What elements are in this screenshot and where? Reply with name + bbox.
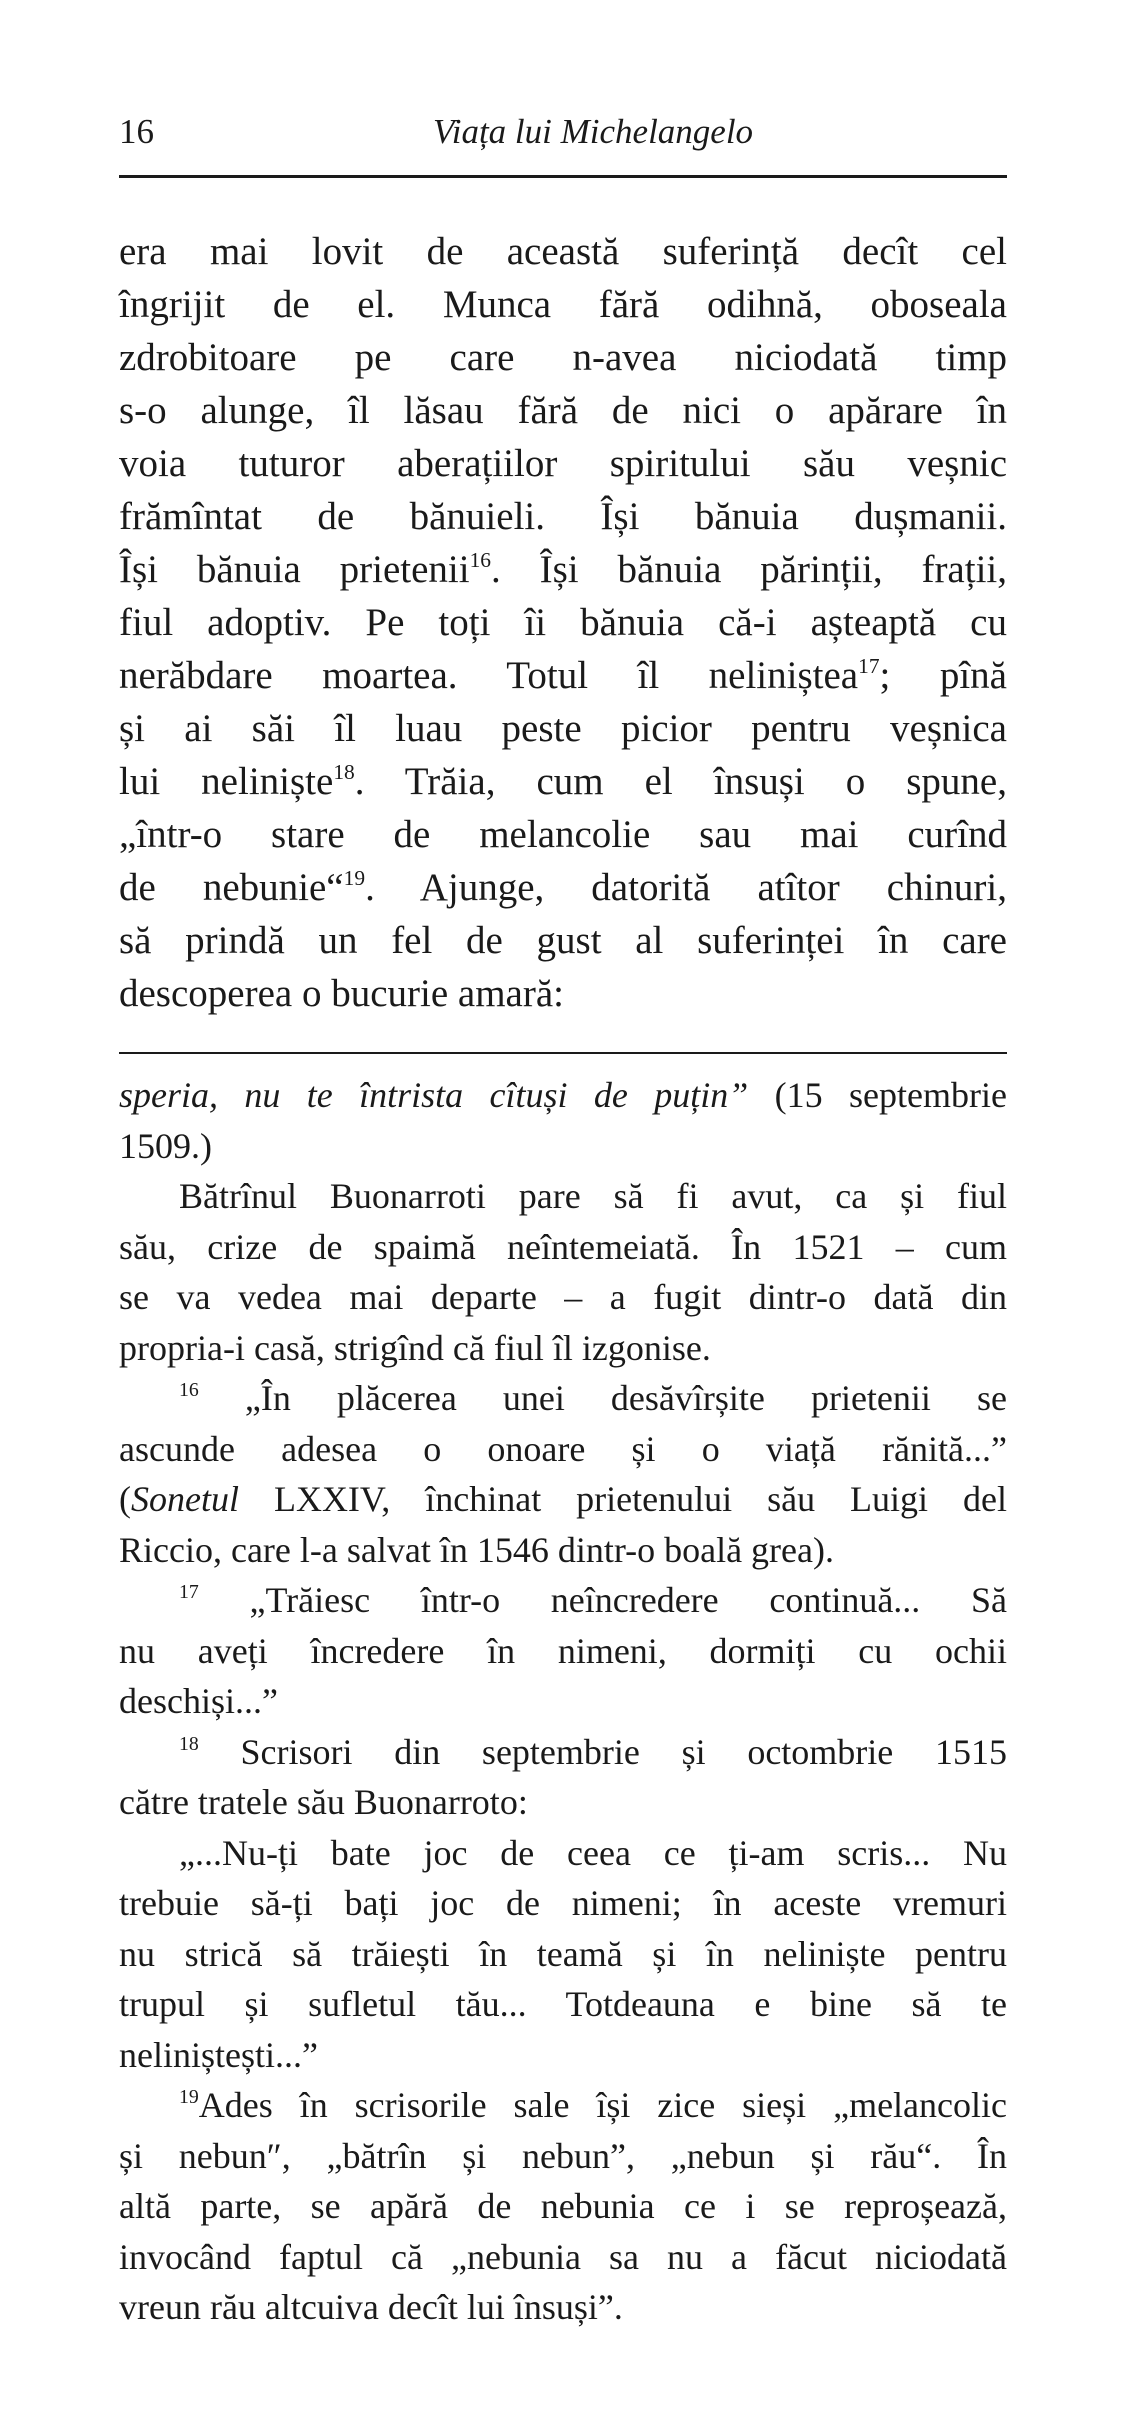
footnote-ref: 17 (858, 654, 880, 678)
footnote-line (119, 1777, 1007, 1828)
text-run: fiul adoptiv. Pe toți îi bănuia că-i așteaptă cu (119, 601, 1007, 644)
body-line (119, 490, 1007, 543)
text-run: speria, nu te întrista cîtuși de puțin” (119, 1075, 749, 1115)
text-run: Scrisori din septembrie și octombrie 1515 (198, 1731, 1007, 1772)
text-run: trupul și sufletul tău... Totdeauna e bine să te (119, 1984, 1007, 2024)
text-run: . Trăia, cum el însuși o spune, (354, 760, 1007, 803)
text-run: s-o alunge, îl lăsau fără de nici o apărare în (119, 389, 1007, 432)
text-run: neliniștești...” (119, 2034, 318, 2075)
text-run: nu strică să trăiești în teamă și în neliniște pentru (119, 1933, 1007, 1974)
footnote-line (119, 1979, 1007, 2030)
footnote-line (119, 2131, 1007, 2182)
footnote-ref: 18 (179, 1732, 199, 1755)
footnotes (119, 1070, 1007, 2333)
body-line (119, 755, 1007, 808)
body-line (119, 861, 1007, 914)
footnote-line (119, 1676, 1007, 1727)
footnote-ref: 16 (469, 548, 492, 572)
text-run: . Își bănuia părinții, frații, (491, 548, 1007, 591)
text-run: Ades în scrisorile sale își zice sieși „melancolic (198, 2085, 1007, 2125)
text-run: de nebunie“ (119, 866, 344, 909)
footnote-ref: 19 (343, 866, 366, 890)
footnote-rule (119, 1052, 1007, 1054)
text-run: ( (119, 1479, 131, 1519)
footnote-line (119, 1878, 1007, 1929)
body-line (119, 225, 1007, 278)
text-run: era mai lovit de această suferință decît cel (119, 230, 1007, 273)
text-run: și nebun″, „bătrîn și nebun”, „nebun și rău“. În (119, 2135, 1007, 2176)
body-line (119, 596, 1007, 649)
footnote-line (119, 1575, 1007, 1626)
footnote-line (119, 2181, 1007, 2232)
footnote-line (119, 2080, 1007, 2131)
running-title: Viața lui Michelangelo (432, 112, 754, 151)
footnote-line (119, 1474, 1007, 1525)
footnote-line (119, 1828, 1007, 1879)
body-line (119, 331, 1007, 384)
footnote-line (119, 1525, 1007, 1576)
footnote-line (119, 1222, 1007, 1273)
text-run: îngrijit de el. Munca fără odihnă, oboseala (119, 283, 1007, 326)
text-run: ; pînă (879, 654, 1007, 697)
text-run: . Ajunge, datorită atîtor chinuri, (365, 866, 1008, 909)
body-line (119, 808, 1007, 861)
text-run: Sonetul (131, 1479, 239, 1519)
body-line (119, 384, 1007, 437)
text-run: „În plăcerea unei desăvîrșite prietenii se (198, 1378, 1007, 1418)
text-run: lui neliniște (119, 760, 334, 803)
header-rule (119, 175, 1007, 178)
body-line (119, 437, 1007, 490)
page-number: 16 (119, 112, 154, 151)
body-line (119, 702, 1007, 755)
text-run: să prindă un fel de gust al suferinței în care (119, 919, 1007, 962)
text-run: 1509.) (119, 1125, 212, 1166)
footnote-line (119, 1323, 1007, 1374)
text-run: zdrobitoare pe care n-avea niciodată timp (119, 336, 1007, 379)
footnote-line (119, 1424, 1007, 1475)
text-run: său, crize de spaimă neîntemeiată. În 1521 – cum (119, 1226, 1007, 1267)
body-line (119, 649, 1007, 702)
main-text (119, 225, 1007, 1020)
footnote-line (119, 1727, 1007, 1778)
body-line (119, 278, 1007, 331)
text-run: „Trăiesc într-o neîncredere continuă... Să (198, 1580, 1007, 1620)
footnote-ref: 19 (179, 2086, 199, 2109)
footnote-line (119, 1272, 1007, 1323)
text-run: ascunde adesea o onoare și o viață rănită...” (119, 1428, 1007, 1469)
footnote-line (119, 2030, 1007, 2081)
text-run: „...Nu-ți bate joc de ceea ce ți-am scris... Nu (179, 1832, 1007, 1873)
footnote-ref: 18 (333, 760, 355, 784)
footnote-line (119, 1626, 1007, 1677)
body-line (119, 543, 1007, 596)
footnote-line (119, 1171, 1007, 1222)
text-run: descoperea o bucurie amară: (119, 972, 564, 1015)
text-run: LXXIV, închinat prietenului său Luigi del (238, 1479, 1007, 1519)
text-run: voia tuturor aberațiilor spiritului său veșnic (119, 442, 1007, 485)
footnote-line (119, 1373, 1007, 1424)
footnote-line (119, 2232, 1007, 2283)
text-run: Bătrînul Buonarroti pare să fi avut, ca și fiul (179, 1176, 1007, 1216)
text-run: nerăbdare moartea. Totul îl neliniștea (119, 654, 859, 697)
footnote-line (119, 1121, 1007, 1172)
text-run: „într-o stare de melancolie sau mai curînd (119, 813, 1007, 856)
body-line (119, 914, 1007, 967)
text-run: (15 septembrie (748, 1075, 1007, 1115)
text-run: invocând faptul că „nebunia sa nu a făcut niciodată (119, 2236, 1007, 2277)
footnote-line (119, 2282, 1007, 2333)
footnote-line (119, 1070, 1007, 1121)
text-run: vreun rău altcuiva decît lui însuși”. (119, 2287, 623, 2327)
text-run: Își bănuia prietenii (119, 548, 470, 591)
text-run: trebuie să-ți bați joc de nimeni; în aceste vremuri (119, 1883, 1007, 1923)
text-run: și ai săi îl luau peste picior pentru veșnica (119, 707, 1007, 750)
text-run: propria-i casă, strigînd că fiul îl izgonise. (119, 1327, 711, 1368)
text-run: nu aveți încredere în nimeni, dormiți cu ochii (119, 1630, 1007, 1671)
footnote-ref: 17 (179, 1581, 199, 1604)
running-header (119, 112, 1007, 156)
text-run: altă parte, se apără de nebunia ce i se reproșează, (119, 2186, 1007, 2226)
text-run: frămîntat de bănuieli. Își bănuia dușmanii. (119, 495, 1007, 538)
footnote-ref: 16 (179, 1379, 199, 1402)
footnote-line (119, 1929, 1007, 1980)
body-line (119, 967, 1007, 1020)
text-run: către tratele său Buonarroto: (119, 1782, 528, 1822)
text-run: deschiși...” (119, 1681, 278, 1721)
text-run: Riccio, care l-a salvat în 1546 dintr-o boală grea). (119, 1529, 834, 1570)
text-run: se va vedea mai departe – a fugit dintr-o dată din (119, 1277, 1007, 1317)
